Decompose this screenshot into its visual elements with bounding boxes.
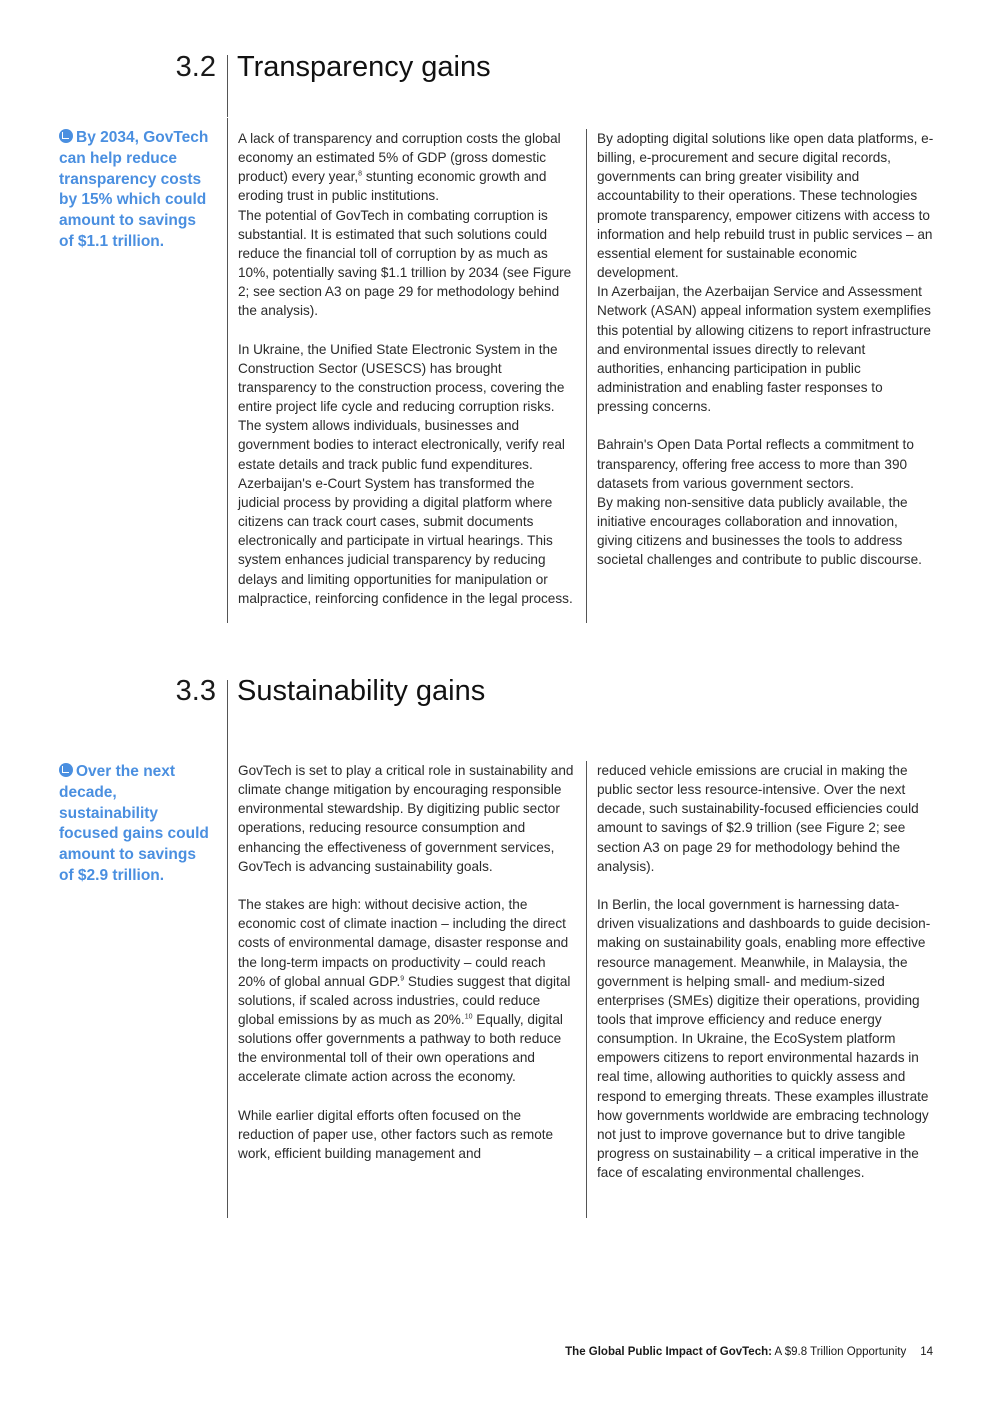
paragraph: In Berlin, the local government is harnessing data-driven visualizations and dashboards to guide decision-making on sustainability goals, enabling more effective resource management. Meanwhile, in Malaysia, the government is helping small- and medium-sized enterprises (SMEs) digitize their operations, providing tools that improve efficiency and reduce energy consumption. In Ukraine, the EcoSystem platform empowers citizens to report environmental hazards in real time, allowing authorities to quickly assess and respond to emerging threats. These examples illustrate how governments worldwide are embracing technology not just to improve governance but to drive tangible progress on sustainability – a critical imperative in the face of escalating environmental challenges. bbox=[597, 897, 931, 1181]
text-column-1 bbox=[238, 129, 576, 608]
callout-transparency bbox=[59, 128, 211, 253]
section-number: 3.3 bbox=[175, 675, 216, 707]
paragraph: reduced vehicle emissions are crucial in making the public sector less resource-intensive. Over the next decade, such sustainability-focused efficiencies could amount to savings of $2.9 trillion (see Figure 2; see section A3 on page 29 for methodology behind the analysis). bbox=[597, 763, 919, 874]
footer-title-bold: The Global Public Impact of GovTech: bbox=[565, 1346, 772, 1358]
section-number: 3.2 bbox=[175, 51, 216, 83]
text-column-1 bbox=[238, 761, 576, 1163]
page-footer bbox=[565, 1346, 933, 1358]
column-divider bbox=[227, 752, 228, 1218]
paragraph: While earlier digital efforts often focused on the reduction of paper use, other factors such as remote work, efficient building management and bbox=[238, 1107, 554, 1162]
paragraph: The stakes are high: without decisive action, the economic cost of climate inaction – including the direct costs of environmental damage, disaster response and the long-term impacts on productivity – could reach 20% of global annual GDP.$^9$ Studies suggest that digital solutions, if scaled across industries, could reduce global emissions by as much as 20%.$^{10}$ Equally, digital solutions offer governments a pathway to both reduce the environmental toll of their own operations and accelerate climate action across the economy. bbox=[238, 897, 571, 1085]
paragraph: A lack of transparency and corruption costs the global economy an estimated 5% of GDP (gross domestic product) every year,$^8$ stunting economic growth and eroding trust in public institutions. bbox=[238, 131, 561, 204]
footer-title: A $9.8 Trillion Opportunity bbox=[771, 1346, 907, 1358]
text-column-2 bbox=[597, 129, 935, 570]
section-title: Sustainability gains bbox=[237, 675, 486, 707]
paragraph: In Ukraine, the Unified State Electronic System in the Construction Sector (USESCS) has brought transparency to the construction process, covering the entire project life cycle and reducing corruption risks. The system allows individuals, businesses and government bodies to interact electronically, verify real estate details and track public fund expenditures. Azerbaijan's e-Court System has transformed the judicial process by providing a digital platform where citizens can track court cases, submit documents electronically and participate in virtual hearings. This system enhances judicial transparency by reducing delays and limiting opportunities for manipulation or malpractice, reinforcing confidence in the legal process. bbox=[238, 341, 573, 606]
column-divider bbox=[586, 129, 587, 623]
trend-up-icon bbox=[59, 763, 73, 777]
paragraph: By making non-sensitive data publicly available, the initiative encourages collaboration and innovation, giving citizens and businesses the tools to address societal challenges and contribute to public discourse. bbox=[597, 494, 922, 568]
paragraph: GovTech is set to play a critical role in sustainability and climate change mitigation by encouraging responsible environmental stewardship. By digitizing public sector operations, reducing resource consumption and enhancing the effectiveness of government services, GovTech is advancing sustainability goals. bbox=[238, 763, 574, 874]
text-column-2 bbox=[597, 761, 935, 1182]
callout-text: Over the next decade, sustainability focused gains could amount to savings of $2.9 trillion. bbox=[59, 763, 209, 884]
paragraph: By adopting digital solutions like open data platforms, e-billing, e-procurement and secure digital records, governments can bring greater visibility and accountability to their operations. These technologies promote transparency, empower citizens with access to information and help rebuild trust in public services – an essential element for sustainable economic development. bbox=[597, 131, 934, 281]
callout-text: By 2034, GovTech can help reduce transparency costs by 15% which could amount to savings of $1.1 trillion. bbox=[59, 129, 209, 250]
paragraph: The potential of GovTech in combating corruption is substantial. It is estimated that such solutions could reduce the financial toll of corruption by as much as 10%, potentially saving $1.1 trillion by 2034 (see Figure 2; see section A3 on page 29 for methodology behind the analysis). bbox=[238, 207, 572, 319]
section-title: Transparency gains bbox=[237, 51, 491, 83]
page-number: 14 bbox=[920, 1346, 933, 1358]
paragraph: In Azerbaijan, the Azerbaijan Service and Assessment Network (ASAN) appeal information system exemplifies this potential by allowing citizens to report infrastructure and environmental issues directly to relevant authorities, enhancing participation in public administration and enabling faster responses to pressing concerns. bbox=[597, 284, 931, 415]
column-divider bbox=[227, 118, 228, 623]
column-divider bbox=[586, 761, 587, 1218]
section-divider bbox=[227, 680, 228, 752]
callout-sustainability bbox=[59, 762, 211, 887]
section-divider bbox=[227, 55, 228, 117]
paragraph: Bahrain's Open Data Portal reflects a commitment to transparency, offering free access to more than 390 datasets from various government sectors. bbox=[597, 437, 914, 491]
trend-up-icon bbox=[59, 129, 73, 143]
